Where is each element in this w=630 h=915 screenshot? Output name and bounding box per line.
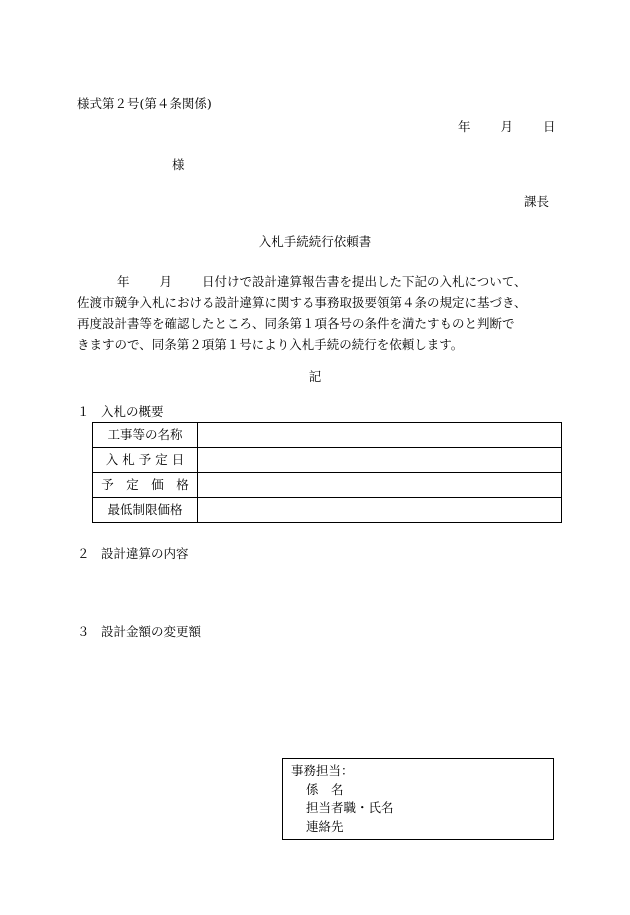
date-year: 年 bbox=[458, 119, 471, 134]
section-1-heading bbox=[77, 404, 164, 420]
date-day: 日 bbox=[543, 119, 556, 134]
body-month: 月 bbox=[159, 274, 173, 289]
document-title: 入札手続続行依頼書 bbox=[258, 234, 372, 249]
form-number: 様式第２号(第４条関係) bbox=[77, 96, 212, 111]
row-label-project-name: 工事等の名称 bbox=[93, 423, 198, 448]
row-value-bid-date[interactable] bbox=[198, 448, 562, 473]
section-3-heading bbox=[77, 624, 201, 640]
contact-phone-label: 連絡先 bbox=[306, 819, 344, 834]
section-2-heading bbox=[77, 546, 189, 562]
row-label-bid-date: 入 札 予 定 日 bbox=[93, 448, 198, 473]
section-1-number: １ bbox=[77, 404, 90, 419]
row-value-min-price[interactable] bbox=[198, 498, 562, 523]
contact-person-label: 担当者職・氏名 bbox=[306, 800, 394, 815]
bid-summary-table bbox=[92, 422, 562, 523]
ki-marker: 記 bbox=[308, 369, 322, 384]
sender-title: 課長 bbox=[524, 194, 550, 209]
section-2-number: ２ bbox=[77, 546, 90, 561]
contact-title: 事務担当： bbox=[291, 763, 354, 778]
table-row bbox=[93, 448, 562, 473]
section-3-number: ３ bbox=[77, 624, 90, 639]
row-label-planned-price: 予 定 価 格 bbox=[93, 473, 198, 498]
row-label-min-price: 最低制限価格 bbox=[93, 498, 198, 523]
table-row bbox=[93, 423, 562, 448]
body-line-1 bbox=[77, 271, 567, 292]
body-year: 年 bbox=[117, 274, 130, 289]
section-2-title: 設計違算の内容 bbox=[101, 546, 189, 561]
date-month: 月 bbox=[500, 119, 514, 134]
section-3-title: 設計金額の変更額 bbox=[101, 624, 202, 639]
body-text bbox=[77, 271, 567, 355]
addressee-honorific: 様 bbox=[172, 157, 185, 172]
body-line-1-rest: 日付けで設計違算報告書を提出した下記の入札について、 bbox=[202, 274, 527, 289]
row-value-planned-price[interactable] bbox=[198, 473, 562, 498]
body-line-3: 再度設計書等を確認したところ、同条第１項各号の条件を満たすものと判断で bbox=[77, 316, 515, 331]
row-value-project-name[interactable] bbox=[198, 423, 562, 448]
contact-box bbox=[282, 758, 554, 840]
table-row bbox=[93, 473, 562, 498]
contact-section-label: 係 名 bbox=[306, 782, 344, 797]
body-line-4: きますので、同条第２項第１号により入札手続の続行を依頼します。 bbox=[77, 337, 464, 352]
body-line-2: 佐渡市競争入札における設計違算に関する事務取扱要領第４条の規定に基づき、 bbox=[77, 295, 527, 310]
table-row bbox=[93, 498, 562, 523]
section-1-title: 入札の概要 bbox=[101, 404, 164, 419]
date-line bbox=[458, 119, 556, 135]
